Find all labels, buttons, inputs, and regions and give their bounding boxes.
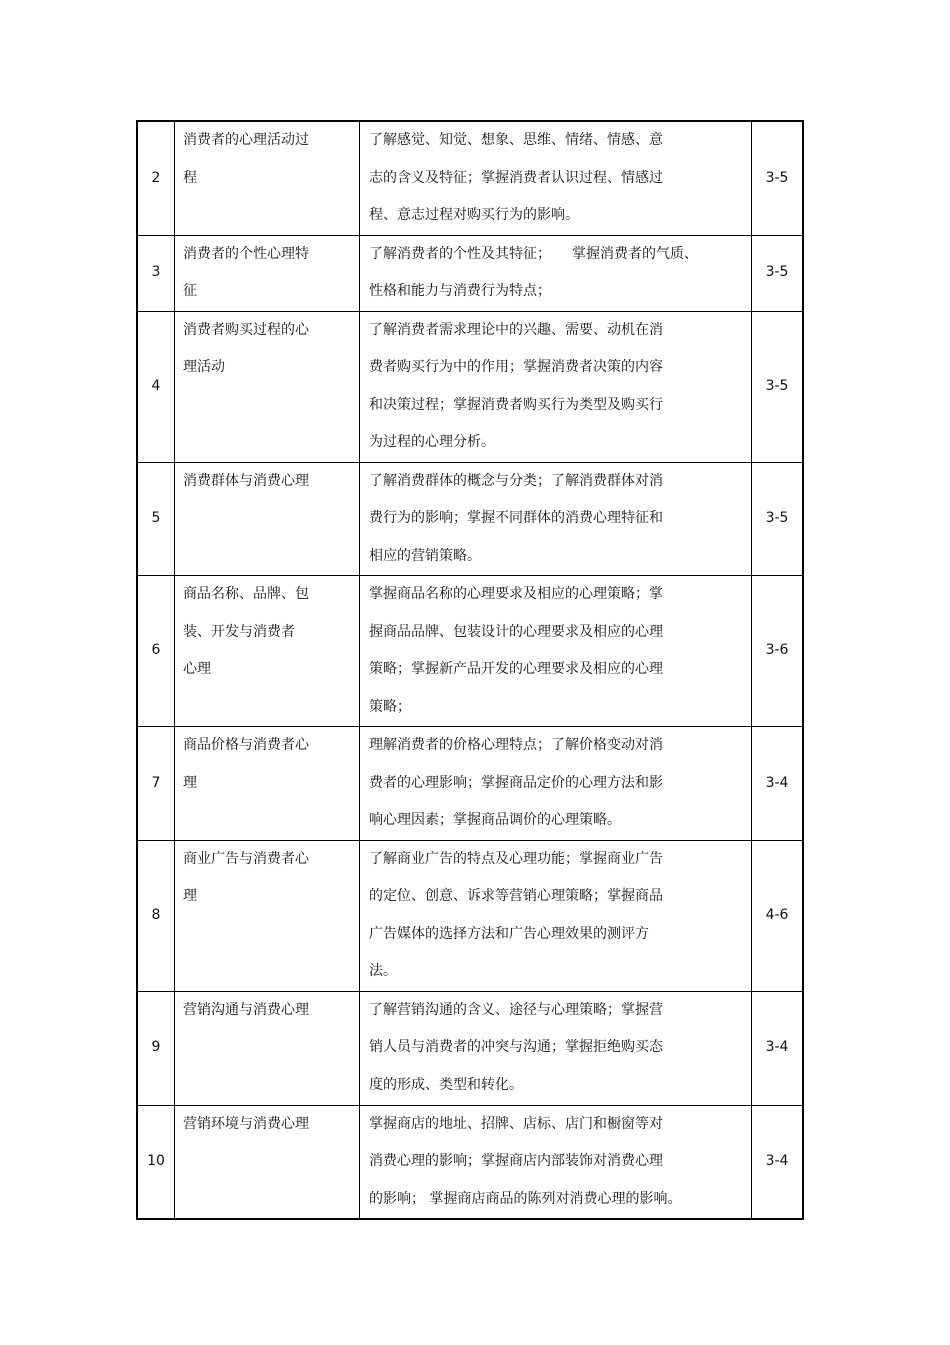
topic-text: 营销沟通与消费心理 [183, 1001, 309, 1018]
content-cell [360, 1105, 752, 1219]
content-text: 了解感觉、知觉、想象、思维、情绪、情感、意 志的含义及特征；掌握消费者认识过程、情感过 程、意志过程对购买行为的影响。 [369, 132, 663, 223]
hours-cell: 3-6 [752, 576, 804, 727]
row-number: 2 [137, 121, 175, 235]
content-text: 了解消费群体的概念与分类；了解消费群体对消 费行为的影响；掌握不同群体的消费心理特征和 相应的营销策略。 [369, 472, 663, 564]
syllabus-table-body [137, 121, 803, 1219]
table-row [137, 311, 803, 462]
hours-cell: 3-5 [752, 311, 804, 462]
content-text: 了解消费者需求理论中的兴趣、需要、动机在消 费者购买行为中的作用；掌握消费者决策的内容 和决策过程；掌握消费者购买行为类型及购买行 为过程的心理分析。 [369, 321, 663, 450]
topic-text: 消费者的心理活动过 程 [183, 132, 309, 186]
topic-cell [175, 576, 360, 727]
hours-cell: 3-5 [752, 462, 804, 576]
topic-cell [175, 462, 360, 576]
topic-text: 商品价格与消费者心 理 [183, 737, 309, 791]
content-cell [360, 576, 752, 727]
content-text: 了解营销沟通的含义、途径与心理策略；掌握营 销人员与消费者的冲突与沟通；掌握拒绝购买态 度的形成、类型和转化。 [369, 1001, 663, 1093]
content-cell [360, 311, 752, 462]
hours-cell: 3-5 [752, 235, 804, 311]
table-row [137, 991, 803, 1105]
topic-cell [175, 311, 360, 462]
row-number: 5 [137, 462, 175, 576]
row-number: 8 [137, 840, 175, 991]
topic-text: 商业广告与消费者心 理 [183, 850, 309, 904]
content-cell [360, 727, 752, 841]
row-number: 3 [137, 235, 175, 311]
row-number: 4 [137, 311, 175, 462]
topic-text: 商品名称、品牌、包 装、开发与消费者 心理 [183, 586, 309, 677]
topic-text: 营销环境与消费心理 [183, 1115, 309, 1132]
topic-cell [175, 840, 360, 991]
table-row [137, 1105, 803, 1219]
content-text: 掌握商品名称的心理要求及相应的心理策略；掌 握商品品牌、包装设计的心理要求及相应的心理 策略；掌握新产品开发的心理要求及相应的心理 策略； [369, 586, 663, 715]
hours-cell: 4-6 [752, 840, 804, 991]
content-text: 理解消费者的价格心理特点；了解价格变动对消 费者的心理影响；掌握商品定价的心理方法和影 响心理因素；掌握商品调价的心理策略。 [369, 737, 663, 828]
content-text: 了解商业广告的特点及心理功能；掌握商业广告 的定位、创意、诉求等营销心理策略；掌握商品 广告媒体的选择方法和广告心理效果的测评方 法。 [369, 850, 663, 979]
content-cell [360, 840, 752, 991]
topic-text: 消费者购买过程的心 理活动 [183, 321, 309, 375]
topic-cell [175, 121, 360, 235]
hours-cell: 3-4 [752, 727, 804, 841]
table-row [137, 576, 803, 727]
table-row [137, 462, 803, 576]
topic-text: 消费者的个性心理特 征 [183, 245, 309, 299]
row-number: 6 [137, 576, 175, 727]
row-number: 9 [137, 991, 175, 1105]
row-number: 10 [137, 1105, 175, 1219]
content-cell [360, 235, 752, 311]
content-cell [360, 462, 752, 576]
topic-cell [175, 235, 360, 311]
hours-cell: 3-4 [752, 1105, 804, 1219]
table-row [137, 727, 803, 841]
row-number: 7 [137, 727, 175, 841]
table-row [137, 121, 803, 235]
table-row [137, 840, 803, 991]
content-cell [360, 991, 752, 1105]
topic-cell [175, 1105, 360, 1219]
topic-cell [175, 727, 360, 841]
table-row [137, 235, 803, 311]
hours-cell: 3-5 [752, 121, 804, 235]
content-text: 掌握商店的地址、招牌、店标、店门和橱窗等对 消费心理的影响；掌握商店内部装饰对消费心理 的影响； 掌握商店商品的陈列对消费心理的影响。 [369, 1115, 682, 1207]
hours-cell: 3-4 [752, 991, 804, 1105]
topic-cell [175, 991, 360, 1105]
content-cell [360, 121, 752, 235]
content-text: 了解消费者的个性及其特征； 掌握消费者的气质、 性格和能力与消费行为特点； [369, 245, 698, 299]
topic-text: 消费群体与消费心理 [183, 472, 309, 489]
syllabus-table [136, 120, 804, 1220]
